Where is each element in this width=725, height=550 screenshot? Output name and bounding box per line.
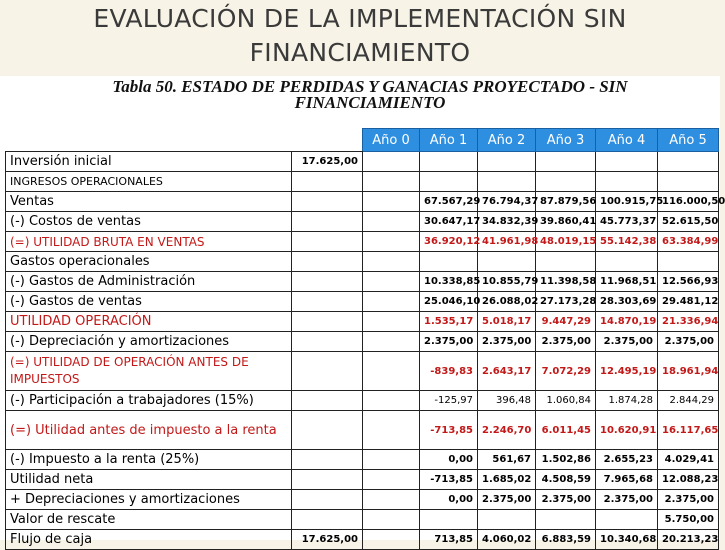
value-cell: 25.046,10 bbox=[420, 292, 478, 312]
value-cell: 2.375,00 bbox=[420, 332, 478, 352]
value-cell: 41.961,98 bbox=[478, 232, 536, 252]
value-cell bbox=[363, 312, 420, 332]
value-cell: 6.011,45 bbox=[536, 411, 596, 450]
row-label: + Depreciaciones y amortizaciones bbox=[6, 490, 292, 510]
value-cell: 2.375,00 bbox=[478, 490, 536, 510]
table-row bbox=[6, 470, 719, 490]
value-cell: 4.029,41 bbox=[658, 450, 719, 470]
value-cell: 2.375,00 bbox=[536, 332, 596, 352]
value-cell bbox=[420, 252, 478, 272]
value-cell bbox=[363, 292, 420, 312]
row-label: INGRESOS OPERACIONALES bbox=[6, 172, 292, 192]
value-cell bbox=[292, 312, 363, 332]
value-cell: 18.961,94 bbox=[658, 352, 719, 391]
value-cell: 1.502,86 bbox=[536, 450, 596, 470]
table-row bbox=[6, 490, 719, 510]
value-cell bbox=[363, 411, 420, 450]
row-label: (=) UTILIDAD BRUTA EN VENTAS bbox=[6, 232, 292, 252]
value-cell bbox=[363, 152, 420, 172]
value-cell: 1.535,17 bbox=[420, 312, 478, 332]
year-header-cell: Año 2 bbox=[478, 129, 536, 152]
value-cell: 1.685,02 bbox=[478, 470, 536, 490]
value-cell bbox=[478, 152, 536, 172]
value-cell bbox=[292, 332, 363, 352]
year-header-cell: Año 3 bbox=[536, 129, 596, 152]
value-cell bbox=[292, 470, 363, 490]
value-cell: 26.088,02 bbox=[478, 292, 536, 312]
value-cell bbox=[292, 510, 363, 530]
value-cell: 30.647,17 bbox=[420, 212, 478, 232]
row-label: (-) Depreciación y amortizaciones bbox=[6, 332, 292, 352]
value-cell: 34.832,39 bbox=[478, 212, 536, 232]
value-cell: 5.018,17 bbox=[478, 312, 536, 332]
row-label: (-) Costos de ventas bbox=[6, 212, 292, 232]
value-cell: 4.508,59 bbox=[536, 470, 596, 490]
table-row bbox=[6, 352, 719, 391]
value-cell: 2.375,00 bbox=[658, 332, 719, 352]
table-row bbox=[6, 172, 719, 192]
row-label: (=) Utilidad antes de impuesto a la renta bbox=[6, 411, 292, 450]
value-cell bbox=[363, 391, 420, 411]
value-cell: 87.879,56 bbox=[536, 192, 596, 212]
table-row bbox=[6, 292, 719, 312]
value-cell bbox=[292, 292, 363, 312]
value-cell bbox=[363, 530, 420, 550]
value-cell: 39.860,41 bbox=[536, 212, 596, 232]
value-cell: 63.384,99 bbox=[658, 232, 719, 252]
row-label: Inversión inicial bbox=[6, 152, 292, 172]
table-row bbox=[6, 212, 719, 232]
value-cell: 10.338,85 bbox=[420, 272, 478, 292]
value-cell: 2.375,00 bbox=[658, 490, 719, 510]
value-cell: 55.142,38 bbox=[596, 232, 658, 252]
value-cell: 2.246,70 bbox=[478, 411, 536, 450]
value-cell: 0,00 bbox=[420, 450, 478, 470]
value-cell: 29.481,12 bbox=[658, 292, 719, 312]
table-row bbox=[6, 252, 719, 272]
value-cell bbox=[658, 172, 719, 192]
value-cell bbox=[596, 510, 658, 530]
value-cell: 713,85 bbox=[420, 530, 478, 550]
value-cell bbox=[363, 450, 420, 470]
value-cell bbox=[363, 332, 420, 352]
table-caption-line-1: Tabla 50. ESTADO DE PERDIDAS Y GANACIAS PROYECTADO - SIN bbox=[112, 77, 628, 96]
value-cell: 17.625,00 bbox=[292, 152, 363, 172]
value-cell bbox=[292, 490, 363, 510]
value-cell: 2.375,00 bbox=[536, 490, 596, 510]
value-cell: 100.915,75 bbox=[596, 192, 658, 212]
value-cell: 11.968,51 bbox=[596, 272, 658, 292]
table-row bbox=[6, 312, 719, 332]
value-cell: 52.615,50 bbox=[658, 212, 719, 232]
value-cell bbox=[596, 152, 658, 172]
row-label: Ventas bbox=[6, 192, 292, 212]
row-label: (-) Impuesto a la renta (25%) bbox=[6, 450, 292, 470]
value-cell: 76.794,37 bbox=[478, 192, 536, 212]
value-cell bbox=[536, 510, 596, 530]
value-cell: 14.870,19 bbox=[596, 312, 658, 332]
value-cell: 1.060,84 bbox=[536, 391, 596, 411]
table-row bbox=[6, 450, 719, 470]
value-cell bbox=[363, 352, 420, 391]
value-cell: 561,67 bbox=[478, 450, 536, 470]
table-row bbox=[6, 530, 719, 550]
value-cell bbox=[363, 490, 420, 510]
value-cell bbox=[292, 172, 363, 192]
value-cell: 5.750,00 bbox=[658, 510, 719, 530]
value-cell bbox=[363, 212, 420, 232]
row-label: UTILIDAD OPERACIÓN bbox=[6, 312, 292, 332]
value-cell bbox=[363, 272, 420, 292]
income-statement-table bbox=[5, 128, 725, 550]
value-cell bbox=[478, 172, 536, 192]
value-cell: 10.855,79 bbox=[478, 272, 536, 292]
value-cell: 2.375,00 bbox=[596, 490, 658, 510]
value-cell bbox=[536, 252, 596, 272]
table-row bbox=[6, 192, 719, 212]
value-cell bbox=[536, 172, 596, 192]
value-cell: -713,85 bbox=[420, 470, 478, 490]
value-cell: 48.019,15 bbox=[536, 232, 596, 252]
value-cell bbox=[292, 212, 363, 232]
table-caption-line-2: FINANCIAMIENTO bbox=[294, 93, 446, 112]
value-cell bbox=[596, 252, 658, 272]
value-cell bbox=[292, 252, 363, 272]
value-cell: 7.965,68 bbox=[596, 470, 658, 490]
value-cell: 20.213,23 bbox=[658, 530, 719, 550]
value-cell bbox=[292, 391, 363, 411]
value-cell: 4.060,02 bbox=[478, 530, 536, 550]
value-cell bbox=[420, 172, 478, 192]
value-cell bbox=[420, 152, 478, 172]
table-row bbox=[6, 510, 719, 530]
value-cell: 7.072,29 bbox=[536, 352, 596, 391]
value-cell bbox=[478, 510, 536, 530]
value-cell: 11.398,58 bbox=[536, 272, 596, 292]
value-cell: 12.088,23 bbox=[658, 470, 719, 490]
row-label: Gastos operacionales bbox=[6, 252, 292, 272]
value-cell: 28.303,69 bbox=[596, 292, 658, 312]
row-label: Utilidad neta bbox=[6, 470, 292, 490]
slide-title-line-1: EVALUACIÓN DE LA IMPLEMENTACIÓN SIN bbox=[93, 4, 627, 33]
value-cell bbox=[292, 232, 363, 252]
value-cell: 12.495,19 bbox=[596, 352, 658, 391]
year-header-cell: Año 1 bbox=[420, 129, 478, 152]
row-label: (-) Participación a trabajadores (15%) bbox=[6, 391, 292, 411]
value-cell bbox=[292, 411, 363, 450]
value-cell: 67.567,29 bbox=[420, 192, 478, 212]
slide-title bbox=[40, 2, 680, 70]
table-row bbox=[6, 272, 719, 292]
value-cell: 6.883,59 bbox=[536, 530, 596, 550]
row-label: Flujo de caja bbox=[6, 530, 292, 550]
value-cell: 36.920,12 bbox=[420, 232, 478, 252]
row-label: (-) Gastos de ventas bbox=[6, 292, 292, 312]
value-cell bbox=[536, 152, 596, 172]
value-cell bbox=[363, 232, 420, 252]
value-cell: 17.625,00 bbox=[292, 530, 363, 550]
table-row bbox=[6, 152, 719, 172]
table-row bbox=[6, 232, 719, 252]
table-caption bbox=[60, 79, 680, 111]
value-cell: 2.655,23 bbox=[596, 450, 658, 470]
value-cell bbox=[363, 252, 420, 272]
value-cell: -839,83 bbox=[420, 352, 478, 391]
value-cell: 45.773,37 bbox=[596, 212, 658, 232]
year-header-cell: Año 0 bbox=[363, 129, 420, 152]
value-cell bbox=[363, 192, 420, 212]
value-cell bbox=[420, 510, 478, 530]
row-label: (=) UTILIDAD DE OPERACIÓN ANTES DE IMPUESTOS bbox=[6, 352, 292, 391]
value-cell bbox=[658, 252, 719, 272]
year-header-row bbox=[6, 129, 719, 152]
value-cell: 16.117,65 bbox=[658, 411, 719, 450]
year-header-cell: Año 4 bbox=[596, 129, 658, 152]
value-cell: 2.844,29 bbox=[658, 391, 719, 411]
value-cell bbox=[478, 252, 536, 272]
value-cell bbox=[658, 152, 719, 172]
value-cell: 2.375,00 bbox=[478, 332, 536, 352]
value-cell: 396,48 bbox=[478, 391, 536, 411]
header-blank-cell bbox=[6, 129, 292, 152]
value-cell bbox=[292, 192, 363, 212]
row-label: Valor de rescate bbox=[6, 510, 292, 530]
year-header-cell: Año 5 bbox=[658, 129, 719, 152]
value-cell bbox=[292, 450, 363, 470]
value-cell: 116.000,50 bbox=[658, 192, 719, 212]
value-cell: 9.447,29 bbox=[536, 312, 596, 332]
value-cell: 2.643,17 bbox=[478, 352, 536, 391]
value-cell bbox=[596, 172, 658, 192]
value-cell: 1.874,28 bbox=[596, 391, 658, 411]
value-cell bbox=[292, 352, 363, 391]
table-row bbox=[6, 332, 719, 352]
value-cell bbox=[363, 172, 420, 192]
value-cell bbox=[292, 272, 363, 292]
value-cell bbox=[363, 470, 420, 490]
table-image-area bbox=[0, 76, 725, 547]
table-row bbox=[6, 411, 719, 450]
slide-title-line-2: FINANCIAMIENTO bbox=[249, 38, 471, 67]
value-cell: 27.173,28 bbox=[536, 292, 596, 312]
row-label: (-) Gastos de Administración bbox=[6, 272, 292, 292]
value-cell: 12.566,93 bbox=[658, 272, 719, 292]
value-cell: 10.340,68 bbox=[596, 530, 658, 550]
value-cell bbox=[363, 510, 420, 530]
value-cell: 21.336,94 bbox=[658, 312, 719, 332]
value-cell: 10.620,91 bbox=[596, 411, 658, 450]
value-cell: 2.375,00 bbox=[596, 332, 658, 352]
header-blank-cell bbox=[292, 129, 363, 152]
value-cell: -125,97 bbox=[420, 391, 478, 411]
table-row bbox=[6, 391, 719, 411]
value-cell: 0,00 bbox=[420, 490, 478, 510]
value-cell: -713,85 bbox=[420, 411, 478, 450]
